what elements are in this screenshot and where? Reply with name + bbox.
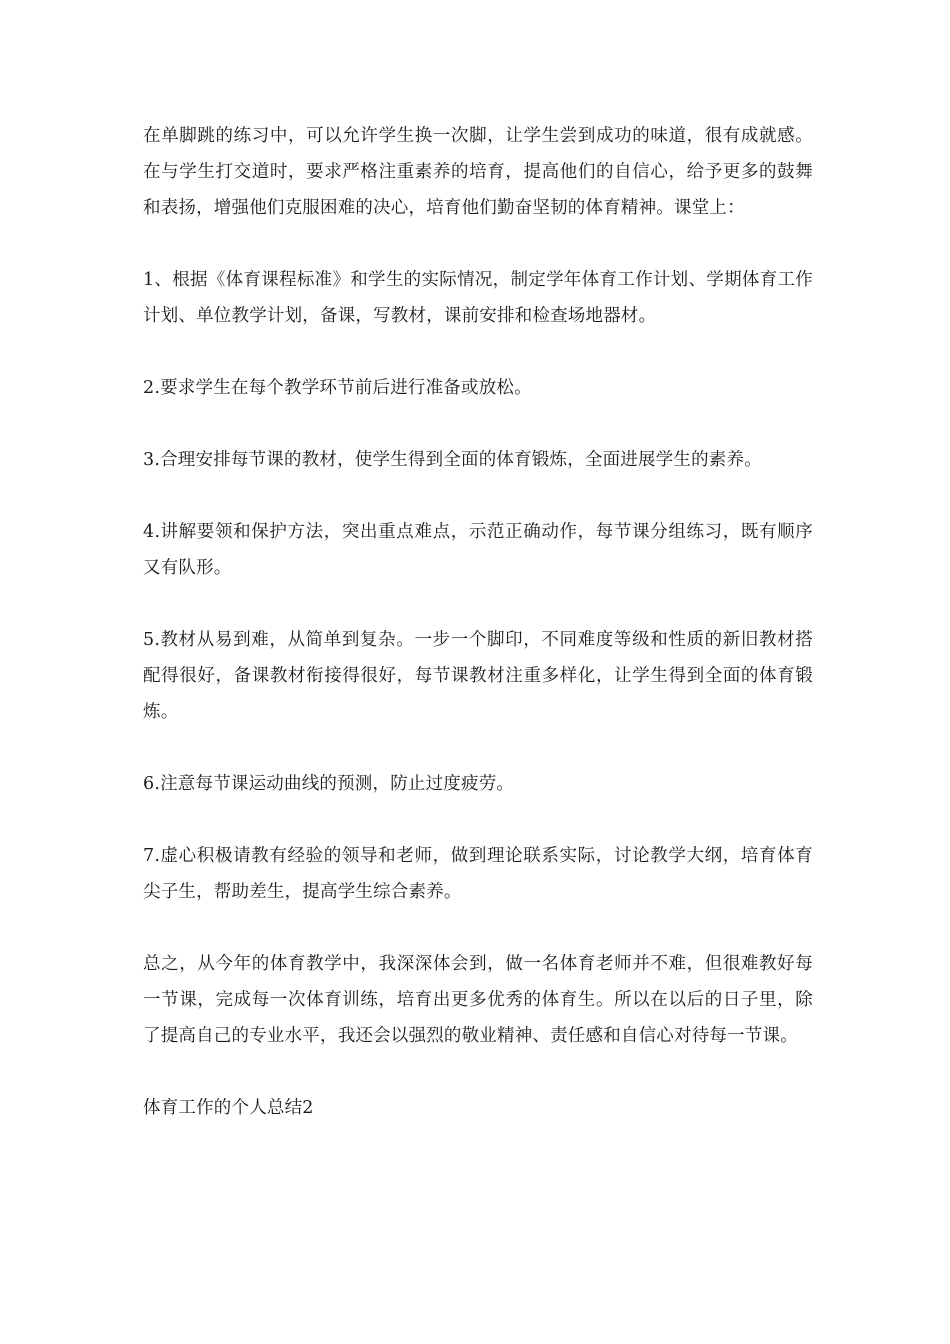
paragraph-item-6: 6.注意每节课运动曲线的预测，防止过度疲劳。 xyxy=(143,774,515,794)
section-heading: 体育工作的个人总结2 xyxy=(143,1098,314,1118)
paragraph-item-2: 2.要求学生在每个教学环节前后进行准备或放松。 xyxy=(143,378,532,398)
paragraph-item-3: 3.合理安排每节课的教材，使学生得到全面的体育锻炼，全面进展学生的素养。 xyxy=(143,450,762,470)
paragraph-item-1: 1、根据《体育课程标准》和学生的实际情况，制定学年体育工作计划、学期体育工作计划、单位教学计划，备课，写教材，课前安排和检查场地器材。 xyxy=(143,270,813,326)
paragraph-item-7: 7.虚心积极请教有经验的领导和老师，做到理论联系实际，讨论教学大纲，培育体育尖子生，帮助差生，提高学生综合素养。 xyxy=(143,846,813,902)
paragraph-item-4: 4.讲解要领和保护方法，突出重点难点，示范正确动作，每节课分组练习，既有顺序又有队形。 xyxy=(143,522,813,578)
paragraph-conclusion: 总之，从今年的体育教学中，我深深体会到，做一名体育老师并不难，但很难教好每一节课，完成每一次体育训练，培育出更多优秀的体育生。所以在以后的日子里，除了提高自己的专业水平，我还会以强烈的敬业精神、责任感和自信心对待每一节课。 xyxy=(143,954,813,1046)
paragraph-intro: 在单脚跳的练习中，可以允许学生换一次脚，让学生尝到成功的味道，很有成就感。在与学生打交道时，要求严格注重素养的培育，提高他们的自信心，给予更多的鼓舞和表扬，增强他们克服困难的决心，培育他们勤奋坚韧的体育精神。课堂上： xyxy=(143,126,813,218)
document-body xyxy=(143,118,813,1162)
paragraph-item-5: 5.教材从易到难，从简单到复杂。一步一个脚印，不同难度等级和性质的新旧教材搭配得很好，备课教材衔接得很好，每节课教材注重多样化，让学生得到全面的体育锻炼。 xyxy=(143,630,813,722)
